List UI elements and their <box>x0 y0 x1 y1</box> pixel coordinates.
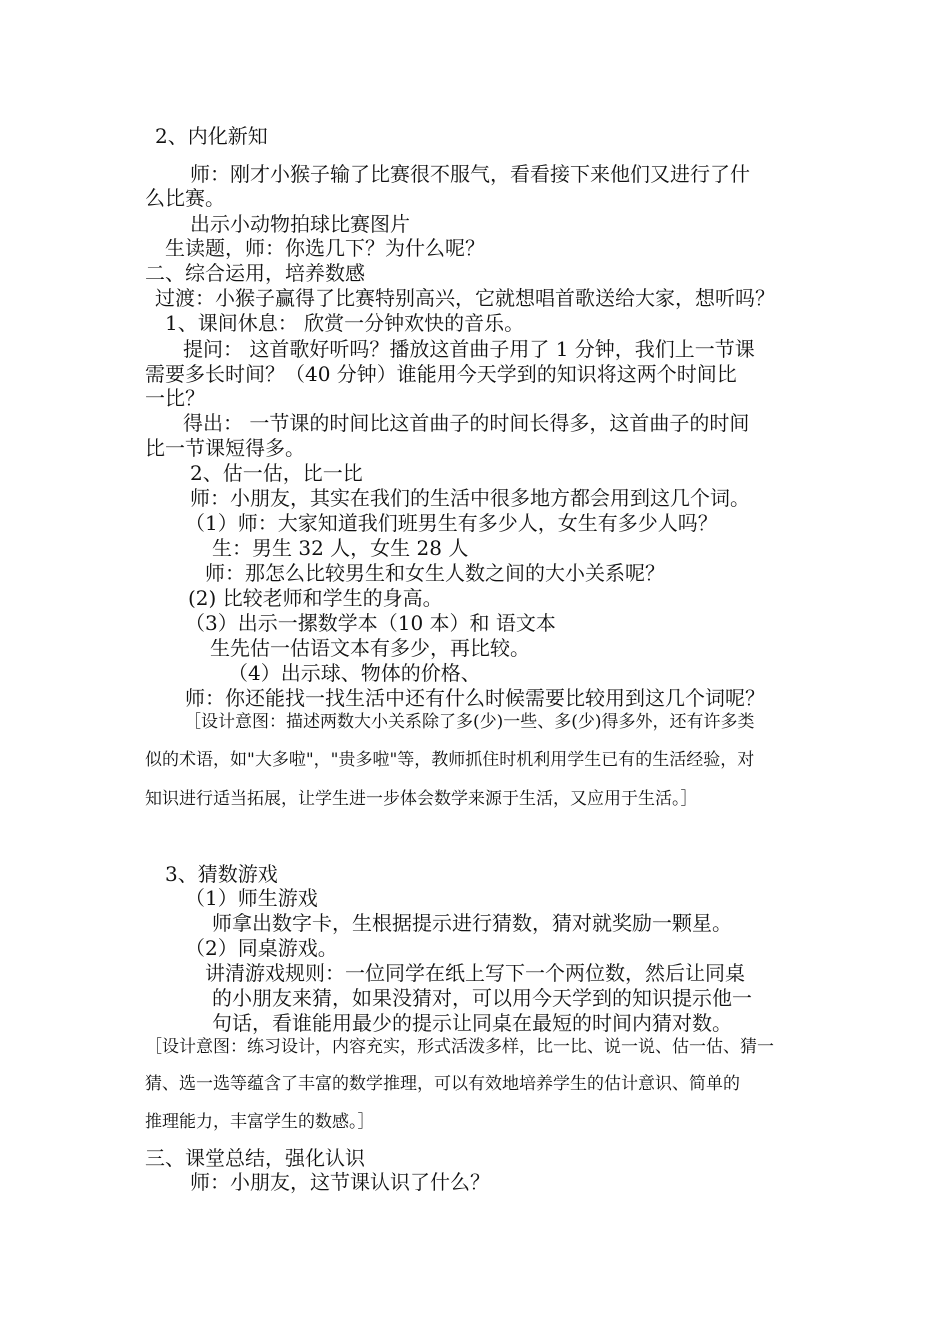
text-line: 师：小朋友，其实在我们的生活中很多地方都会用到这几个词。 <box>190 486 750 510</box>
design-note-line: ［设计意图：描述两数大小关系除了多(少)一些、多(少)得多外，还有许多类 <box>184 712 755 732</box>
text-line: 1、课间休息： 欣赏一分钟欢快的音乐。 <box>165 311 525 335</box>
text-line: （2）同桌游戏。 <box>185 936 338 960</box>
text-line: (2) 比较老师和学生的身高。 <box>188 586 443 610</box>
text-line: 么比赛。 <box>145 186 225 210</box>
text-line: 生：男生 32 人，女生 28 人 <box>212 536 469 560</box>
text-line: 生先估一估语文本有多少，再比较。 <box>210 636 530 660</box>
text-line: 提问： 这首歌好听吗？播放这首曲子用了 1 分钟，我们上一节课 <box>183 337 755 361</box>
text-line: 出示小动物拍球比赛图片 <box>190 212 410 236</box>
design-note-line: 似的术语，如"大多啦"，"贵多啦"等，教师抓住时机利用学生已有的生活经验，对 <box>145 750 755 770</box>
text-line: （3）出示一摞数学本（10 本）和 语文本 <box>185 611 556 635</box>
section-heading: 2、估一估，比一比 <box>190 461 363 485</box>
text-line: （1）师生游戏 <box>185 886 318 910</box>
section-heading: 二、综合运用，培养数感 <box>145 261 365 285</box>
text-line: （1）师：大家知道我们班男生有多少人，女生有多少人吗？ <box>185 511 718 535</box>
text-line: 句话，看谁能用最少的提示让同桌在最短的时间内猜对数。 <box>212 1011 732 1035</box>
text-line: 一比？ <box>145 386 205 410</box>
text-line: 的小朋友来猜，如果没猜对，可以用今天学到的知识提示他一 <box>212 986 752 1010</box>
text-line: 师：刚才小猴子输了比赛很不服气，看看接下来他们又进行了什 <box>190 162 750 186</box>
design-note-line: ［设计意图：练习设计，内容充实，形式活泼多样，比一比、说一说、估一估、猜一 <box>145 1037 774 1057</box>
design-note-line: 猜、选一选等蕴含了丰富的数学推理，可以有效地培养学生的估计意识、简单的 <box>145 1074 740 1094</box>
text-line: 讲清游戏规则：一位同学在纸上写下一个两位数，然后让同桌 <box>205 961 745 985</box>
text-line: 师拿出数字卡，生根据提示进行猜数，猜对就奖励一颗星。 <box>212 911 732 935</box>
section-heading: 三、课堂总结，强化认识 <box>145 1146 365 1170</box>
text-line: 师：你还能找一找生活中还有什么时候需要比较用到这几个词呢？ <box>185 686 765 710</box>
text-line: 生读题，师：你选几下？为什么呢？ <box>165 236 485 260</box>
text-line: 过渡：小猴子赢得了比赛特别高兴，它就想唱首歌送给大家，想听吗？ <box>155 286 775 310</box>
design-note-line: 知识进行适当拓展，让学生进一步体会数学来源于生活，又应用于生活。］ <box>145 789 698 809</box>
text-line: 得出： 一节课的时间比这首曲子的时间长得多，这首曲子的时间 <box>183 411 750 435</box>
text-line: （4）出示球、物体的价格、 <box>228 661 481 685</box>
text-line: 需要多长时间？（40 分钟）谁能用今天学到的知识将这两个时间比 <box>145 362 737 386</box>
text-line: 师：那怎么比较男生和女生人数之间的大小关系呢？ <box>205 561 665 585</box>
text-line: 师：小朋友，这节课认识了什么？ <box>190 1170 490 1194</box>
design-note-line: 推理能力，丰富学生的数感。］ <box>145 1112 375 1132</box>
text-line: 比一节课短得多。 <box>145 436 305 460</box>
section-heading: 3、猜数游戏 <box>165 862 278 886</box>
section-heading: 2、内化新知 <box>155 124 268 148</box>
